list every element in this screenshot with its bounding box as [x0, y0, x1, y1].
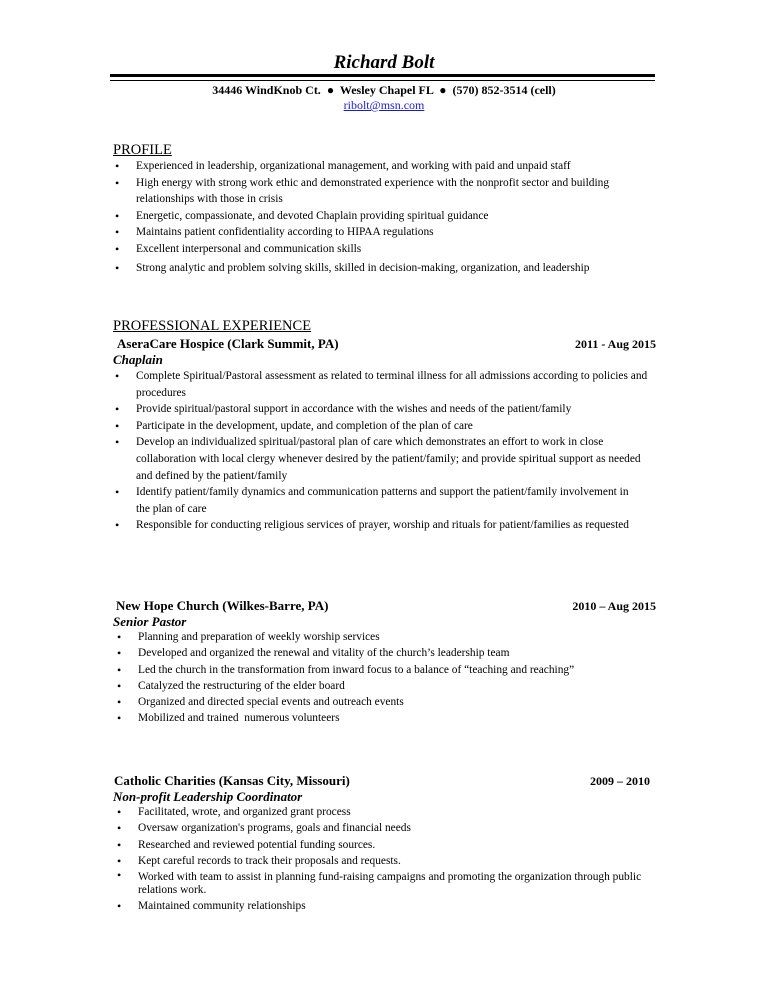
- address: 34446 WindKnob Ct.: [212, 83, 321, 97]
- list-item: • Oversaw organization's programs, goals and financial needs: [112, 820, 642, 836]
- experience-heading: PROFESSIONAL EXPERIENCE: [113, 318, 312, 334]
- list-item: • Identify patient/family dynamics and communication patterns and support the patient/family involvement in the plan of care: [112, 484, 636, 517]
- job-organization: Catholic Charities (Kansas City, Missouri): [114, 773, 350, 788]
- job-organization: AseraCare Hospice (Clark Summit, PA): [117, 336, 339, 351]
- header-divider-thick: [110, 74, 655, 77]
- list-item: • Excellent interpersonal and communication skills: [112, 241, 657, 258]
- list-item: • Planning and preparation of weekly worship services: [112, 629, 657, 645]
- list-item: • Catalyzed the restructuring of the elder board: [112, 678, 657, 694]
- job-title: Senior Pastor: [113, 614, 187, 629]
- job-title: Chaplain: [113, 352, 163, 367]
- list-item: • Facilitated, wrote, and organized grant process: [112, 804, 642, 820]
- email-row: [0, 98, 768, 112]
- profile-list: [112, 158, 657, 276]
- profile-heading: PROFILE: [113, 142, 172, 158]
- job-duties-list: [112, 368, 657, 534]
- contact-line: [0, 83, 768, 97]
- list-item: • Maintains patient confidentiality according to HIPAA regulations: [112, 224, 657, 241]
- job-dates: 2011 - Aug 2015: [574, 337, 656, 351]
- job-title: Non-profit Leadership Coordinator: [113, 789, 303, 804]
- list-item: • Provide spiritual/pastoral support in accordance with the wishes and needs of the patient/family: [112, 401, 657, 418]
- list-item: • Kept careful records to track their proposals and requests.: [112, 853, 642, 869]
- job-duties-list: [112, 629, 657, 727]
- phone: (570) 852-3514 (cell): [452, 83, 556, 97]
- bullet-separator: ●: [326, 83, 335, 97]
- list-item: • Participate in the development, update, and completion of the plan of care: [112, 418, 657, 435]
- list-item: • High energy with strong work ethic and demonstrated experience with the nonprofit sector and building relationships with those in crisis: [112, 175, 626, 208]
- header-divider-thin: [110, 80, 655, 81]
- city: Wesley Chapel FL: [339, 83, 434, 97]
- list-item: • Organized and directed special events and outreach events: [112, 694, 657, 710]
- list-item: • Develop an individualized spiritual/pastoral plan of care which demonstrates an effort to work in close collaboration with local clergy whenever desired by the patient/family; and provide spiritual support as needed and defined by the patient/family: [112, 434, 657, 484]
- bullet-separator: ●: [439, 83, 447, 97]
- job-dates: 2009 – 2010: [590, 774, 650, 788]
- list-item: • Maintained community relationships: [112, 898, 642, 914]
- job-dates: 2010 – Aug 2015: [572, 599, 656, 613]
- list-item: • Led the church in the transformation from inward focus to a balance of “teaching and reaching”: [112, 662, 657, 678]
- list-item: • Strong analytic and problem solving skills, skilled in decision-making, organization, and leadership: [112, 260, 657, 277]
- job-organization: New Hope Church (Wilkes-Barre, PA): [116, 598, 329, 613]
- job-header: [116, 598, 656, 614]
- list-item: • Responsible for conducting religious services of prayer, worship and rituals for patient/families as requested: [112, 517, 646, 534]
- resume-name: Richard Bolt: [333, 52, 435, 73]
- list-item: • Mobilized and trained numerous volunteers: [112, 710, 657, 726]
- list-item: • Researched and reviewed potential funding sources.: [112, 837, 642, 853]
- list-item: • Worked with team to assist in planning fund-raising campaigns and promoting the organization through public relations work.: [112, 869, 642, 898]
- job-header: [117, 336, 656, 352]
- list-item: • Complete Spiritual/Pastoral assessment as related to terminal illness for all admissions according to policies and procedures: [112, 368, 657, 401]
- list-item: • Developed and organized the renewal and vitality of the church’s leadership team: [112, 645, 657, 661]
- email-link[interactable]: ribolt@msn.com: [343, 98, 425, 112]
- list-item: • Energetic, compassionate, and devoted Chaplain providing spiritual guidance: [112, 208, 657, 225]
- job-header: [114, 773, 650, 789]
- list-item: • Experienced in leadership, organizational management, and working with paid and unpaid staff: [112, 158, 657, 175]
- job-duties-list: [112, 804, 642, 915]
